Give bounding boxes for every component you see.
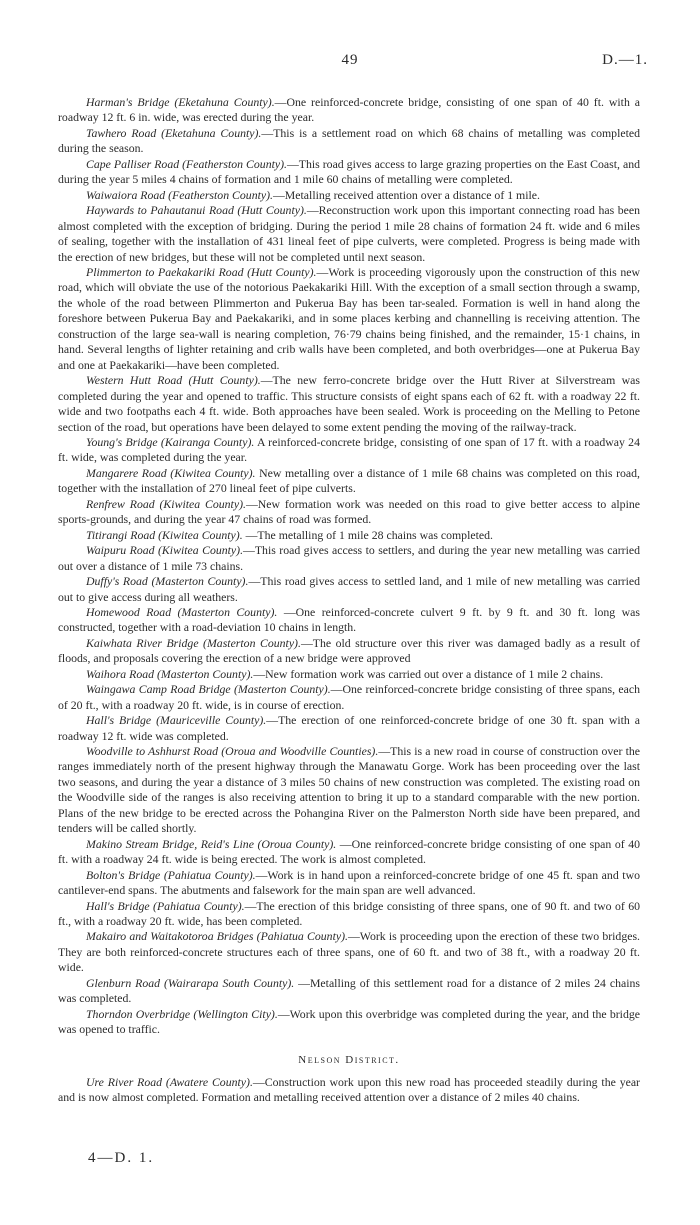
paragraph xyxy=(58,868,640,899)
paragraph xyxy=(58,373,640,435)
paragraph-text: —This road gives access to settled land, and 1 mile of new metalling was carried out to give access during all weathers. xyxy=(58,574,640,604)
paragraph-title: Ure River Road (Awatere County). xyxy=(86,1074,253,1089)
paragraph xyxy=(58,157,640,188)
paragraph xyxy=(58,667,640,682)
paragraph-title: Makino Stream Bridge, Reid's Line (Oroua County). xyxy=(86,836,337,851)
paragraph-text: —New formation work was carried out over a distance of 1 mile 2 chains. xyxy=(253,666,604,681)
paragraph-title: Hall's Bridge (Pahiatua County). xyxy=(86,898,245,913)
paragraph xyxy=(58,1075,640,1106)
paragraph-title: Tawhero Road (Eketahuna County). xyxy=(86,125,262,140)
paragraph-text: —Work is proceeding upon the erection of these two bridges. They are both reinforced-concrete structures each of three spans, one of 60 ft. and two of 38 ft., with a roadway 20 ft. wide. xyxy=(58,929,640,975)
paragraph-title: Waingawa Camp Road Bridge (Masterton County). xyxy=(86,682,331,697)
section-heading: Nelson District. xyxy=(298,1053,400,1066)
paragraph-title: Cape Palliser Road (Featherston County). xyxy=(86,156,287,171)
paragraph-text: —This road gives access to settlers, and during the year new metalling was carried out over a distance of 1 mile 73 chains. xyxy=(58,543,640,573)
paragraph-text: —The metalling of 1 mile 28 chains was completed. xyxy=(242,527,493,542)
paragraph xyxy=(58,188,640,203)
paragraph-title: Waipuru Road (Kiwitea County). xyxy=(86,543,244,558)
paragraph-title: Harman's Bridge (Eketahuna County). xyxy=(86,95,275,109)
paragraph xyxy=(58,976,640,1007)
paragraph xyxy=(58,713,640,744)
paragraph-text: New metalling over a distance of 1 mile 68 chains was completed on this road, together with the installation of 270 lineal feet of pipe culverts. xyxy=(58,465,640,496)
paragraph xyxy=(58,636,640,667)
paragraph-title: Thorndon Overbridge (Wellington City). xyxy=(86,1006,278,1021)
paragraph xyxy=(58,605,640,636)
paragraph-text: —One reinforced-concrete culvert 9 ft. by 9 ft. and 30 ft. long was constructed, together with a road-deviation 10 chains in length. xyxy=(58,604,640,635)
paragraph-text: —New formation work was needed on this road to give better access to alpine sports-grounds, and during the year 47 chains of road was formed. xyxy=(58,496,640,527)
paragraph-text: —Reconstruction work upon this important connecting road has been almost completed with the exception of bridging. During the period 1 mile 28 chains of formation 24 ft. wide and 6 miles of sealing, together with the installation of 431 lineal feet of pipe culverts, were completed. Progress is being made with the erection of new bridges, but these will not be completed until next season. xyxy=(58,203,640,264)
paragraph xyxy=(58,265,640,373)
paragraph xyxy=(58,95,640,126)
paragraph xyxy=(58,1007,640,1038)
paragraph-title: Waiwaiora Road (Featherston County). xyxy=(86,187,273,202)
paragraph-text: —This is a settlement road on which 68 chains of metalling was completed during the season. xyxy=(58,125,640,156)
document-reference: D.—1. xyxy=(602,52,648,68)
page-number: 49 xyxy=(341,52,359,68)
paragraph-title: Makairo and Waitakotoroa Bridges (Pahiatua County). xyxy=(86,929,348,944)
paragraph-text: A reinforced-concrete bridge, consisting of one span of 17 ft. with a roadway 24 ft. wide, was completed during the year. xyxy=(58,434,640,465)
footer-signature: 4—D. 1. xyxy=(88,1150,155,1166)
paragraph xyxy=(58,203,640,265)
paragraph-title: Bolton's Bridge (Pahiatua County). xyxy=(86,867,256,882)
paragraph xyxy=(58,682,640,713)
paragraph-title: Young's Bridge (Kairanga County). xyxy=(86,434,255,449)
paragraph-title: Western Hutt Road (Hutt County). xyxy=(86,373,261,388)
paragraph xyxy=(58,466,640,497)
paragraph-title: Hall's Bridge (Mauriceville County). xyxy=(86,713,267,728)
paragraph xyxy=(58,543,640,574)
paragraph xyxy=(58,497,640,528)
paragraph xyxy=(58,929,640,975)
paragraph-text: —Work is in hand upon a reinforced-concrete bridge of one 45 ft. span and two cantilever-end spans. The abutments and falsework for the main span are well advanced. xyxy=(58,867,640,898)
bottom-paragraphs xyxy=(58,1075,640,1106)
paragraph-text: —One reinforced-concrete bridge consisting of three spans, each of 20 ft., with a roadway 20 ft. wide, is in course of erection. xyxy=(58,682,641,712)
paragraph-text: —The new ferro-concrete bridge over the Hutt River at Silverstream was completed during the year and opened to traffic. This structure consists of eight spans each of 62 ft. with a roadway 22 ft. wide and two footpaths each 4 ft. wide. Both approaches have been sealed. Work is proceeding on the Melling to Petone section of the road, but operations have been delayed to some extent pending the moving of the railway-track. xyxy=(58,373,640,434)
paragraph-text: —The erection of one reinforced-concrete bridge of one 30 ft. span with a roadway 12 ft. wide was completed. xyxy=(58,713,641,743)
paragraph-title: Mangarere Road (Kiwitea County). xyxy=(86,465,256,480)
paragraph-title: Homewood Road (Masterton County). xyxy=(86,604,278,619)
paragraph xyxy=(58,744,640,837)
paragraph-title: Titirangi Road (Kiwitea County). xyxy=(86,527,243,542)
paragraph-text: —This road gives access to large grazing properties on the East Coast, and during the year 5 miles 4 chains of formation and 1 mile 60 chains of metalling were completed. xyxy=(58,156,640,187)
paragraph xyxy=(58,837,640,868)
paragraph-text: —The erection of this bridge consisting of three spans, one of 90 ft. and two of 60 ft., with a roadway 20 ft. wide, has been completed. xyxy=(58,898,640,929)
paragraph-text: —Metalling received attention over a distance of 1 mile. xyxy=(273,187,540,202)
paragraph-text: —Work upon this overbridge was completed during the year, and the bridge was opened to traffic. xyxy=(58,1006,640,1037)
paragraph-text: —This is a new road in course of construction over the ranges immediately north of the present highway through the Manawatu Gorge. Work has been proceeding over the last two seasons, and during the year a distance of 3 miles 50 chains of new construction was completed. The existing road on the Woodville side of the ranges is also receiving attention to bring it up to a standard comparable with the new portion. Plans of the new bridge to be erected across the Pohangina River on the Palmerston North side have been prepared, and tenders will be called shortly. xyxy=(58,744,641,836)
paragraph-title: Plimmerton to Paekakariki Road (Hutt County). xyxy=(86,264,317,279)
paragraph-text: —The old structure over this river was damaged badly as a result of floods, and proposals covering the erection of a new bridge were approved xyxy=(58,635,641,666)
paragraph-text: —Metalling of this settlement road for a distance of 2 miles 24 chains was completed. xyxy=(58,975,640,1006)
top-paragraphs xyxy=(58,95,640,1038)
paragraph-text: —Work is proceeding vigorously upon the construction of this new road, which will obviate the use of the notorious Paekakariki Hill. With the exception of a small section through a swamp, the whole of the road between Plimmerton and Pukerua Bay has been tar-sealed. Formation is well in hand along the foreshore between Pukerua Bay and Paekakariki, and in some places kerbing and channelling is receiving attention. The construction of the large sea-wall is nearing completion, 76·79 chains being finished, and the remainder, 15·1 chains, in hand. Several lengths of lighter retaining and crib walls have been completed, and both overbridges—one at Pukerua Bay and one at Paekakariki—have been completed. xyxy=(58,264,641,372)
paragraph xyxy=(58,435,640,466)
paragraph-title: Haywards to Pahautanui Road (Hutt County). xyxy=(86,203,307,218)
paragraph-title: Glenburn Road (Wairarapa South County). xyxy=(86,975,295,990)
paragraph-text: —One reinforced-concrete bridge, consisting of one span of 40 ft. with a roadway 12 ft. 6 in. wide, was erected during the year. xyxy=(58,95,640,125)
paragraph-title: Waihora Road (Masterton County). xyxy=(86,666,254,681)
paragraph xyxy=(58,126,640,157)
paragraph-title: Renfrew Road (Kiwitea County). xyxy=(86,496,246,511)
page-body xyxy=(58,95,640,1106)
paragraph-title: Woodville to Ashhurst Road (Oroua and Woodville Counties). xyxy=(86,744,379,759)
paragraph xyxy=(58,574,640,605)
paragraph-text: —One reinforced-concrete bridge consisting of one span of 40 ft. with a roadway 24 ft. wide is being erected. The work is almost completed. xyxy=(58,836,640,867)
paragraph-title: Kaiwhata River Bridge (Masterton County). xyxy=(86,635,301,650)
paragraph xyxy=(58,899,640,930)
paragraph-text: —Construction work upon this new road has proceeded steadily during the year and is now almost completed. Formation and metalling received attention over a distance of 2 miles 40 chains. xyxy=(58,1074,640,1105)
paragraph xyxy=(58,528,640,543)
paragraph-title: Duffy's Road (Masterton County). xyxy=(86,574,249,589)
